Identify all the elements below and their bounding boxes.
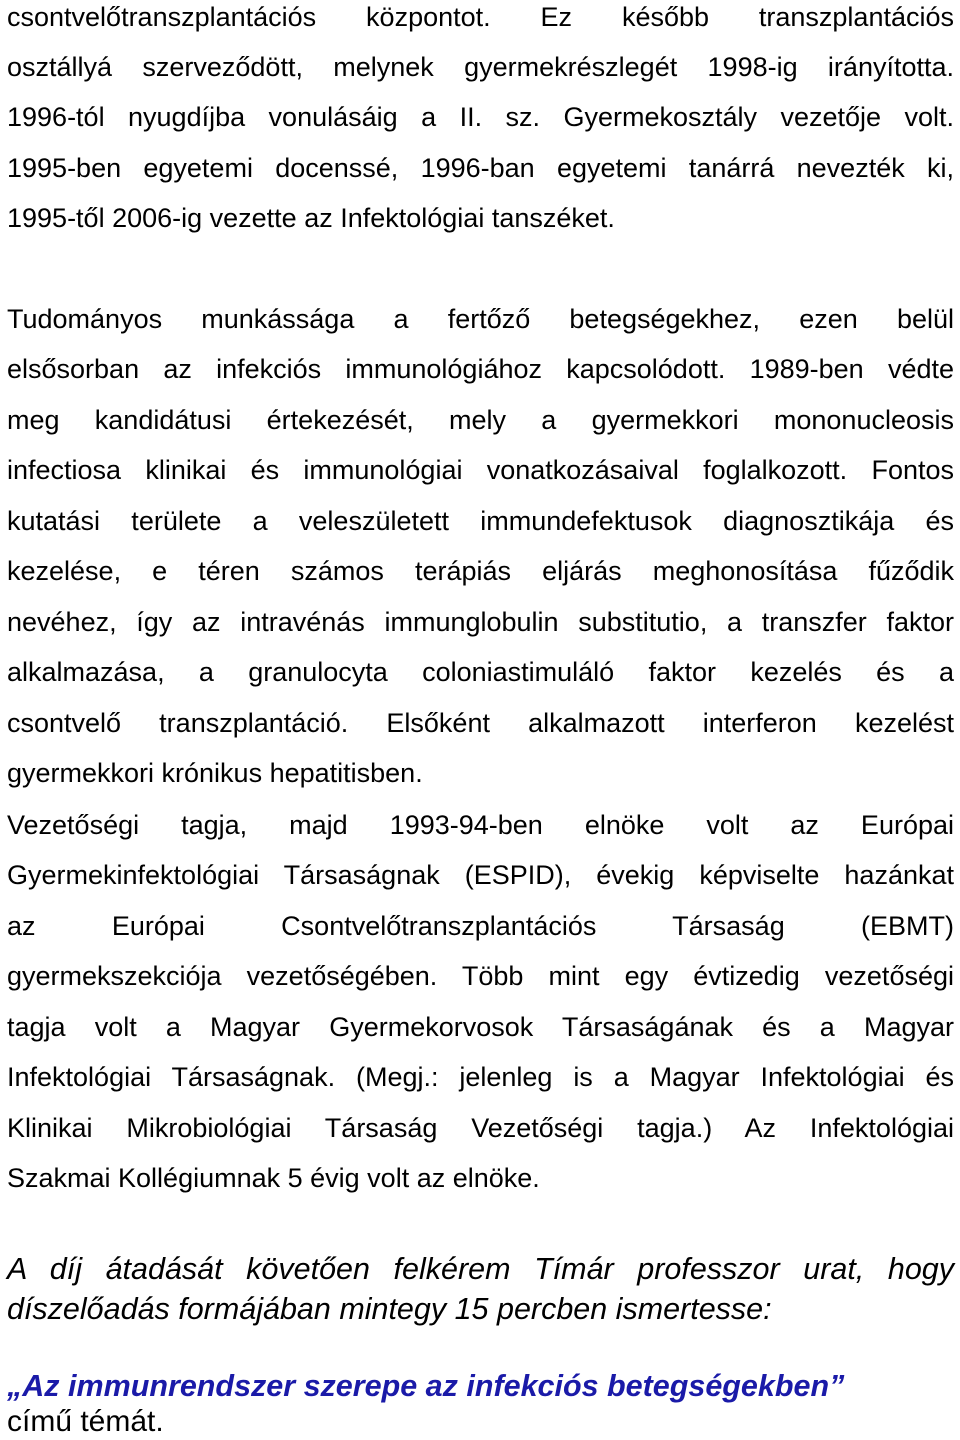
lecture-title-suffix: című témát. (7, 1405, 164, 1438)
text-line: elsősorban az infekciós immunológiához kapcsolódott. 1989-ben védte (7, 354, 954, 384)
text-line: gyermekszekciója vezetőségében. Több mint egy évtizedig vezetőségi (7, 961, 954, 991)
text-line: infectiosa klinikai és immunológiai vonatkozásaival foglalkozott. Fontos (7, 455, 954, 485)
text-line: tagja volt a Magyar Gyermekorvosok Társaságának és a Magyar (7, 1012, 954, 1042)
text-line: kutatási területe a veleszületett immundefektusok diagnosztikája és (7, 506, 954, 536)
text-line: csontvelőtranszplantációs központot. Ez később transzplantációs (7, 2, 954, 32)
text-line: Klinikai Mikrobiológiai Társaság Vezetőségi tagja.) Az Infektológiai (7, 1113, 954, 1143)
text-line: Gyermekinfektológiai Társaságnak (ESPID), évekig képviselte hazánkat (7, 860, 954, 890)
text-line: nevéhez, így az intravénás immunglobulin substitutio, a transzfer faktor (7, 607, 954, 637)
text-line: alkalmazása, a granulocyta coloniastimuláló faktor kezelés és a (7, 657, 954, 687)
invitation-line: A díj átadását követően felkérem Tímár professzor urat, hogy (7, 1252, 954, 1286)
text-line: kezelése, e téren számos terápiás eljárás meghonosítása fűződik (7, 556, 954, 586)
text-line: 1995-ben egyetemi docenssé, 1996-ban egyetemi tanárrá nevezték ki, (7, 153, 954, 183)
text-line: Tudományos munkássága a fertőző betegségekhez, ezen belül (7, 304, 954, 334)
text-line: Szakmai Kollégiumnak 5 évig volt az elnöke. (7, 1163, 540, 1193)
text-line: Infektológiai Társaságnak. (Megj.: jelenleg is a Magyar Infektológiai és (7, 1062, 954, 1092)
text-line: 1996-tól nyugdíjba vonulásáig a II. sz. Gyermekosztály vezetője volt. (7, 102, 954, 132)
text-line: osztállyá szerveződött, melynek gyermekrészlegét 1998-ig irányította. (7, 52, 954, 82)
text-line: meg kandidátusi értekezését, mely a gyermekkori mononucleosis (7, 405, 954, 435)
lecture-title: „Az immunrendszer szerepe az infekciós betegségekben” (7, 1369, 845, 1403)
text-line: 1995-től 2006-ig vezette az Infektológiai tanszéket. (7, 203, 615, 233)
text-line: Vezetőségi tagja, majd 1993-94-ben elnöke volt az Európai (7, 810, 954, 840)
text-line: az Európai Csontvelőtranszplantációs Társaság (EBMT) (7, 911, 954, 941)
text-line: gyermekkori krónikus hepatitisben. (7, 758, 423, 788)
text-line: csontvelő transzplantáció. Elsőként alkalmazott interferon kezelést (7, 708, 954, 738)
invitation-line: díszelőadás formájában mintegy 15 percben ismertesse: (7, 1292, 772, 1326)
